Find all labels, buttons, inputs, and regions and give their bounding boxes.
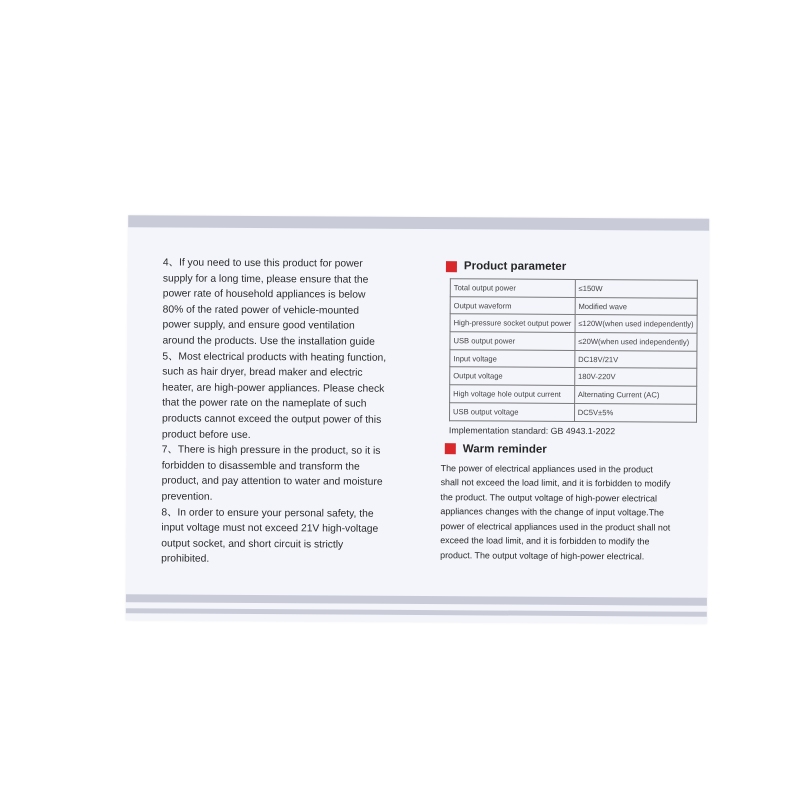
- instruction-5: 5、Most electrical products with heating function, such as hair dryer, bread maker and electric heater, are high-power appliances. Please check that the power rate on the nameplate of such products cannot exceed the output power of this product before use.: [161, 351, 387, 441]
- warm-reminder-text: The power of electrical appliances used in the product shall not exceed the load limit, and it is forbidden to modify the product. The output voltage of high-power electrical appliances changes with the change of input voltage.The power of electrical appliances used in the product shall not exceed the load limit, and it is forbidden to modify the product. The output voltage of high-power electrical.: [440, 462, 671, 561]
- param-value: Alternating Current (AC): [574, 386, 696, 404]
- table-row: [449, 403, 696, 422]
- table-row: [450, 332, 697, 351]
- param-label: USB output voltage: [449, 403, 574, 421]
- product-parameter-title: Product parameter: [463, 260, 567, 273]
- table-row: [450, 385, 697, 404]
- warm-reminder-heading: [445, 441, 675, 458]
- instructions-column: [161, 255, 388, 568]
- param-value: 180V-220V: [574, 368, 696, 386]
- param-label: Output voltage: [450, 367, 575, 385]
- bottom-band-thin: [126, 608, 707, 617]
- param-value: DC5V±5%: [574, 403, 696, 421]
- instruction-4: 4、If you need to use this product for power supply for a long time, please ensure that the power rate of household appliances is below 80% of the rated power of vehicle-mounted power supply, and ensure good ventilation around the products. Use the installation guide: [162, 257, 375, 348]
- table-row: [450, 349, 697, 368]
- table-row: [450, 367, 697, 386]
- table-row: [450, 314, 697, 333]
- param-label: USB output power: [450, 332, 575, 350]
- bottom-band: [126, 594, 707, 606]
- param-value: ≤150W: [575, 279, 697, 297]
- param-label: High-pressure socket output power: [450, 314, 575, 332]
- param-label: Total output power: [450, 279, 575, 297]
- instruction-8: 8、In order to ensure your personal safety, the input voltage must not exceed 21V high-voltage output socket, and short circuit is strictly prohibited.: [161, 506, 379, 566]
- product-parameter-heading: [446, 258, 676, 275]
- param-value: DC18V/21V: [575, 350, 697, 368]
- implementation-standard: Implementation standard: GB 4943.1-2022: [448, 424, 616, 436]
- param-value: ≤120W(when used independently): [575, 315, 697, 333]
- param-value: ≤20W(when used independently): [575, 333, 697, 351]
- red-square-icon: [445, 443, 456, 454]
- table-row: [450, 296, 697, 315]
- red-square-icon: [446, 261, 457, 272]
- param-label: Input voltage: [450, 349, 575, 367]
- warm-reminder-title: Warm reminder: [462, 442, 547, 456]
- param-label: Output waveform: [450, 296, 575, 314]
- instruction-7: 7、There is high pressure in the product, so it is forbidden to disassemble and transform the product, and pay attention to water and moisture prevention.: [161, 444, 383, 503]
- manual-sheet: [126, 215, 709, 624]
- specs-column: [440, 258, 694, 563]
- param-label: High voltage hole output current: [450, 385, 575, 403]
- top-band: [128, 215, 709, 231]
- table-row: [450, 279, 697, 298]
- parameter-table: [449, 278, 698, 422]
- param-value: Modified wave: [575, 297, 697, 315]
